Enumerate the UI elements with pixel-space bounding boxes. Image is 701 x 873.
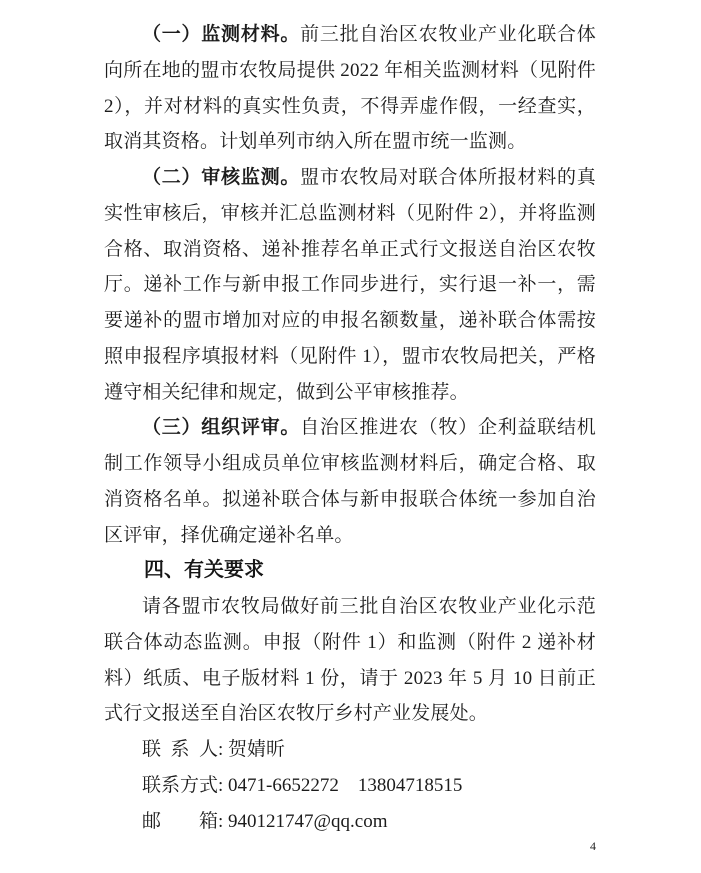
paragraph-monitoring-materials [104, 17, 596, 160]
paragraph-organize-evaluation [104, 410, 596, 553]
paragraph-body-3: 自治区推进农（牧）企利益联结机制工作领导小组成员单位审核监测材料后，确定合格、取消资格名单。拟递补联合体与新申报联合体统一参加自治区评审，择优确定递补名单。 [104, 417, 596, 546]
paragraph-review-monitoring [104, 160, 596, 410]
contact-phone-line: 联系方式: 0471-6652272 13804718515 [142, 774, 463, 796]
section-heading-requirements: 四、有关要求 [144, 559, 264, 582]
paragraph-closing-requirements: 请各盟市农牧局做好前三批自治区农牧业产业化示范联合体动态监测。申报（附件 1）和监测（附件 2 递补材料）纸质、电子版材料 1 份，请于 2023 年 5 月 10 日前正式行文报送至自治区农牧厅乡村产业发展处。 [104, 596, 596, 725]
contact-person-line: 联 系 人: 贺婧昕 [142, 739, 286, 760]
paragraph-lead-2: （二）审核监测。 [142, 167, 301, 188]
paragraph-lead-1: （一）监测材料。 [142, 24, 301, 45]
contact-email-line: 邮 箱: 940121747@qq.com [142, 810, 388, 832]
document-body [104, 17, 596, 839]
paragraph-body-1: 前三批自治区农牧业产业化联合体向所在地的盟市农牧局提供 2022 年相关监测材料（见附件 2），并对材料的真实性负责，不得弄虚作假，一经查实，取消其资格。计划单列市纳入所在盟市统一监测。 [104, 24, 596, 153]
paragraph-lead-3: （三）组织评审。 [142, 417, 301, 439]
page-number: 4 [590, 839, 596, 853]
paragraph-body-2: 盟市农牧局对联合体所报材料的真实性审核后，审核并汇总监测材料（见附件 2），并将监测合格、取消资格、递补推荐名单正式行文报送自治区农牧厅。递补工作与新申报工作同步进行，实行退一补一，需要递补的盟市增加对应的申报名额数量，递补联合体需按照申报程序填报材料（见附件 1），盟市农牧局把关，严格遵守相关纪律和规定，做到公平审核推荐。 [104, 167, 596, 403]
